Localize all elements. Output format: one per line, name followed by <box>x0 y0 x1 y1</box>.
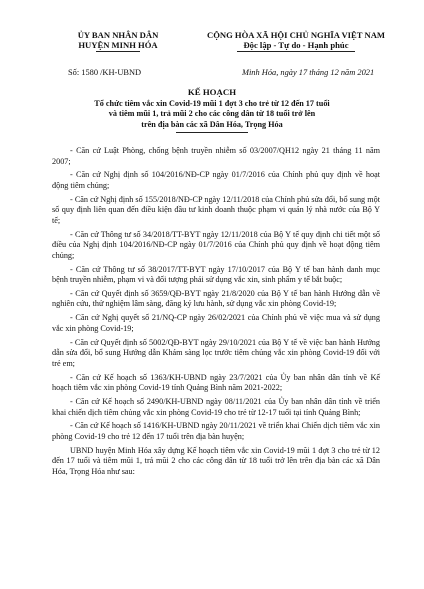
subtitle-line: Tổ chức tiêm vắc xin Covid-19 mũi 1 đợt 3 cho trẻ từ 12 đến 17 tuổi <box>94 99 330 108</box>
subtitle-underline <box>176 132 248 133</box>
subtitle-line: và tiêm mũi 1, trả mũi 2 cho các công dân từ 18 tuổi trở lên <box>108 109 316 119</box>
agency-header <box>58 30 178 52</box>
body-paragraph: UBND huyện Minh Hóa xây dựng Kế hoạch tiêm vắc xin Covid-19 mũi 1 đợt 3 cho trẻ từ 12 đến 17 tuổi và tiêm mũi 1, trả mũi 2 cho các công dân từ 18 tuổi trở lên trên địa bàn các xã Dân Hóa, Trọng Hóa như sau: <box>52 445 380 476</box>
document-subtitle <box>48 99 376 133</box>
body-paragraph: - Căn cứ Kế hoạch số 2490/KH-UBND ngày 08/11/2021 của Ủy ban nhân dân tỉnh về triển khai chiến dịch tiêm chủng vắc xin phòng Covid-19 cho trẻ từ 12-17 tuổi tại tỉnh Quảng Bình; <box>52 397 380 417</box>
body-paragraph: - Căn cứ Nghị định số 155/2018/NĐ-CP ngày 12/11/2018 của Chính phủ sửa đổi, bổ sung một số quy định liên quan đến điều kiện đầu tư kinh doanh thuộc phạm vi quản lý nhà nước của Bộ Y tế; <box>52 194 380 225</box>
body-paragraph: - Căn cứ Kế hoạch số 1363/KH-UBND ngày 23/7/2021 của Ủy ban nhân dân tỉnh về Kế hoạch tiêm vắc xin phòng Covid-19 tỉnh Quảng Bình năm 2021-2022; <box>52 372 380 393</box>
body-paragraph: - Căn cứ Luật Phòng, chống bệnh truyền nhiễm số 03/2007/QH12 ngày 21 tháng 11 năm 2007; <box>52 146 380 166</box>
body-paragraph: - Căn cứ Nghị định số 104/2016/NĐ-CP ngày 01/7/2016 của Chính phủ quy định về hoạt động tiêm chủng; <box>52 170 380 190</box>
agency-line-1: ỦY BAN NHÂN DÂN <box>77 30 159 40</box>
agency-underline <box>96 51 140 52</box>
body-paragraph: - Căn cứ Thông tư số 38/2017/TT-BYT ngày 17/10/2017 của Bộ Y tế ban hành danh mục bệnh truyền nhiễm, phạm vi và đối tượng phải sử dụng vắc xin, sinh phẩm y tế bắt buộc; <box>52 264 380 285</box>
body-paragraph: - Căn cứ Kế hoạch số 1416/KH-UBND ngày 20/11/2021 về triển khai Chiến dịch tiêm vắc xin phòng Covid-19 cho trẻ 12 đến 17 tuổi trên địa bàn huyện; <box>52 421 380 441</box>
document-number: Số: 1580 /KH-UBND <box>68 68 142 77</box>
nation-header <box>196 30 396 52</box>
document-title: KẾ HOẠCH <box>187 87 237 97</box>
nation-line-1: CỘNG HÒA XÃ HỘI CHỦ NGHĨA VIỆT NAM <box>206 30 386 40</box>
nation-motto: Độc lập - Tự do - Hạnh phúc <box>243 40 349 50</box>
motto-underline <box>237 51 355 52</box>
body-paragraph: - Căn cứ Quyết định số 3659/QĐ-BYT ngày 21/8/2020 của Bộ Y tế ban hành Hướng dẫn về nghiên cứu, thử nghiệm lâm sàng, đăng ký lưu hành, sử dụng vắc xin phòng Covid-19; <box>52 288 380 309</box>
body-paragraph: - Căn cứ Nghị quyết số 21/NQ-CP ngày 26/02/2021 của Chính phủ về việc mua và sử dụng vắc xin phòng Covid-19; <box>52 313 380 333</box>
document-body <box>52 146 380 481</box>
subtitle-line: trên địa bàn các xã Dân Hóa, Trọng Hóa <box>141 119 283 129</box>
body-paragraph: - Căn cứ Quyết định số 5002/QĐ-BYT ngày 29/10/2021 của Bộ Y tế về việc ban hành Hướng dẫn sửa đổi, bổ sung Hướng dẫn Khám sàng lọc trước tiêm chủng vắc xin phòng Covid-19 đối với trẻ em; <box>52 337 380 368</box>
agency-line-2: HUYỆN MINH HÓA <box>78 40 158 50</box>
body-paragraph: - Căn cứ Thông tư số 34/2018/TT-BYT ngày 12/11/2018 của Bộ Y tế quy định chi tiết một số điều của Nghị định 104/2016/NĐ-CP ngày 01/7/2016 của Chính phủ quy định về hoạt động tiêm chủng; <box>52 229 380 260</box>
place-date: Minh Hóa, ngày 17 tháng 12 năm 2021 <box>242 68 375 77</box>
